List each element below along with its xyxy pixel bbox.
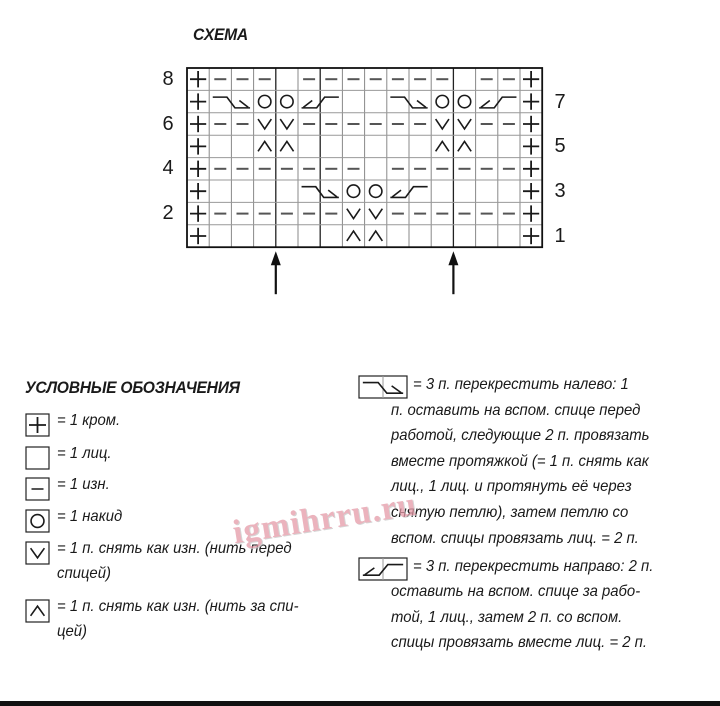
legend-text-line: = 3 п. перекрестить налево: 1 bbox=[413, 376, 629, 393]
chart-title: СХЕМА bbox=[193, 25, 248, 44]
yarn-over-icon bbox=[258, 95, 270, 107]
edge-stitch-icon bbox=[523, 71, 539, 87]
edge-stitch-icon bbox=[190, 183, 206, 199]
legend-text-line: п. оставить на вспом. спице перед bbox=[391, 401, 641, 419]
legend-text-line: спицы провязать вместе лиц. = 2 п. bbox=[391, 633, 647, 651]
yarn-over-icon bbox=[436, 95, 448, 107]
slip-front-icon bbox=[258, 119, 271, 129]
edge-stitch-icon bbox=[190, 161, 206, 177]
edge-stitch-icon bbox=[523, 93, 539, 109]
edge-stitch-icon bbox=[523, 161, 539, 177]
edge-stitch-icon bbox=[190, 228, 206, 244]
legend-symbol-box bbox=[25, 413, 50, 437]
slip-back-icon bbox=[31, 606, 45, 616]
edge-stitch-icon bbox=[523, 183, 539, 199]
legend-title: УСЛОВНЫЕ ОБОЗНАЧЕНИЯ bbox=[25, 378, 240, 397]
legend-text-line: цей) bbox=[57, 623, 88, 640]
slip-front-icon bbox=[369, 209, 382, 219]
row-number-3: 3 bbox=[554, 180, 566, 202]
row-number-8: 8 bbox=[162, 68, 174, 90]
slip-front-icon bbox=[436, 119, 449, 129]
bottom-divider bbox=[0, 701, 720, 706]
legend-text-line: = 1 изн. bbox=[57, 476, 110, 493]
legend-text-line: = 1 п. снять как изн. (нить перед bbox=[57, 540, 292, 557]
edge-stitch-icon bbox=[523, 116, 539, 132]
slip-front-icon bbox=[347, 209, 360, 219]
legend-symbol-box bbox=[25, 477, 50, 501]
edge-stitch-icon bbox=[190, 71, 206, 87]
legend-text-line: работой, следующие 2 п. провязать bbox=[391, 427, 650, 445]
repeat-arrow-icon bbox=[271, 251, 281, 294]
legend-symbol-box bbox=[358, 375, 408, 399]
legend-text-line: лиц., 1 лиц. и протянуть её через bbox=[391, 478, 632, 496]
legend-text-line: оставить на вспом. спице за рабо- bbox=[391, 583, 641, 601]
slip-back-icon bbox=[258, 141, 271, 151]
edge-stitch-icon bbox=[190, 205, 206, 221]
repeat-arrow-icon bbox=[448, 251, 458, 294]
legend-text-line: = 1 кром. bbox=[57, 412, 121, 429]
edge-stitch-icon bbox=[190, 138, 206, 154]
slip-back-icon bbox=[369, 231, 382, 241]
legend-text-line: = 1 накид bbox=[57, 508, 123, 525]
legend-text-line: = 1 п. снять как изн. (нить за спи- bbox=[57, 598, 299, 615]
row-number-5: 5 bbox=[554, 135, 566, 157]
slip-back-icon bbox=[436, 141, 449, 151]
legend-symbol-box bbox=[25, 541, 50, 565]
row-number-7: 7 bbox=[554, 91, 566, 113]
legend-text-line: = 1 лиц. bbox=[57, 445, 112, 462]
yarn-over-icon bbox=[31, 515, 44, 528]
legend-text-line: = 3 п. перекрестить направо: 2 п. bbox=[413, 558, 654, 575]
slip-front-icon bbox=[31, 548, 45, 558]
yarn-over-icon bbox=[281, 95, 293, 107]
row-number-2: 2 bbox=[162, 202, 174, 224]
legend-text-line: вместе протяжкой (= 1 п. снять как bbox=[391, 452, 649, 470]
yarn-over-icon bbox=[458, 95, 470, 107]
edge-stitch-icon bbox=[190, 116, 206, 132]
edge-stitch-icon bbox=[523, 205, 539, 221]
legend-text-line: той, 1 лиц., затем 2 п. со вспом. bbox=[391, 608, 623, 626]
slip-front-icon bbox=[280, 119, 293, 129]
legend-symbol-box bbox=[25, 509, 50, 533]
yarn-over-icon bbox=[347, 185, 359, 197]
edge-stitch-icon bbox=[523, 228, 539, 244]
row-number-6: 6 bbox=[162, 113, 174, 135]
edge-stitch-icon bbox=[29, 417, 46, 433]
edge-stitch-icon bbox=[523, 138, 539, 154]
slip-back-icon bbox=[280, 141, 293, 151]
knitting-chart bbox=[0, 0, 720, 300]
legend-text-line: вспом. спицы провязать лиц. = 2 п. bbox=[391, 529, 639, 547]
row-number-1: 1 bbox=[554, 225, 566, 247]
yarn-over-icon bbox=[369, 185, 381, 197]
legend-symbol-box bbox=[25, 446, 50, 470]
row-number-4: 4 bbox=[162, 157, 174, 179]
watermark: igmihrru.ru bbox=[230, 485, 420, 552]
slip-front-icon bbox=[458, 119, 471, 129]
legend-symbol-box bbox=[358, 557, 408, 581]
legend-symbol-box bbox=[25, 599, 50, 623]
legend-text-line: снятую петлю), затем петлю со bbox=[391, 504, 629, 521]
slip-back-icon bbox=[458, 141, 471, 151]
slip-back-icon bbox=[347, 231, 360, 241]
edge-stitch-icon bbox=[190, 93, 206, 109]
legend-text-line: спицей) bbox=[57, 565, 111, 582]
